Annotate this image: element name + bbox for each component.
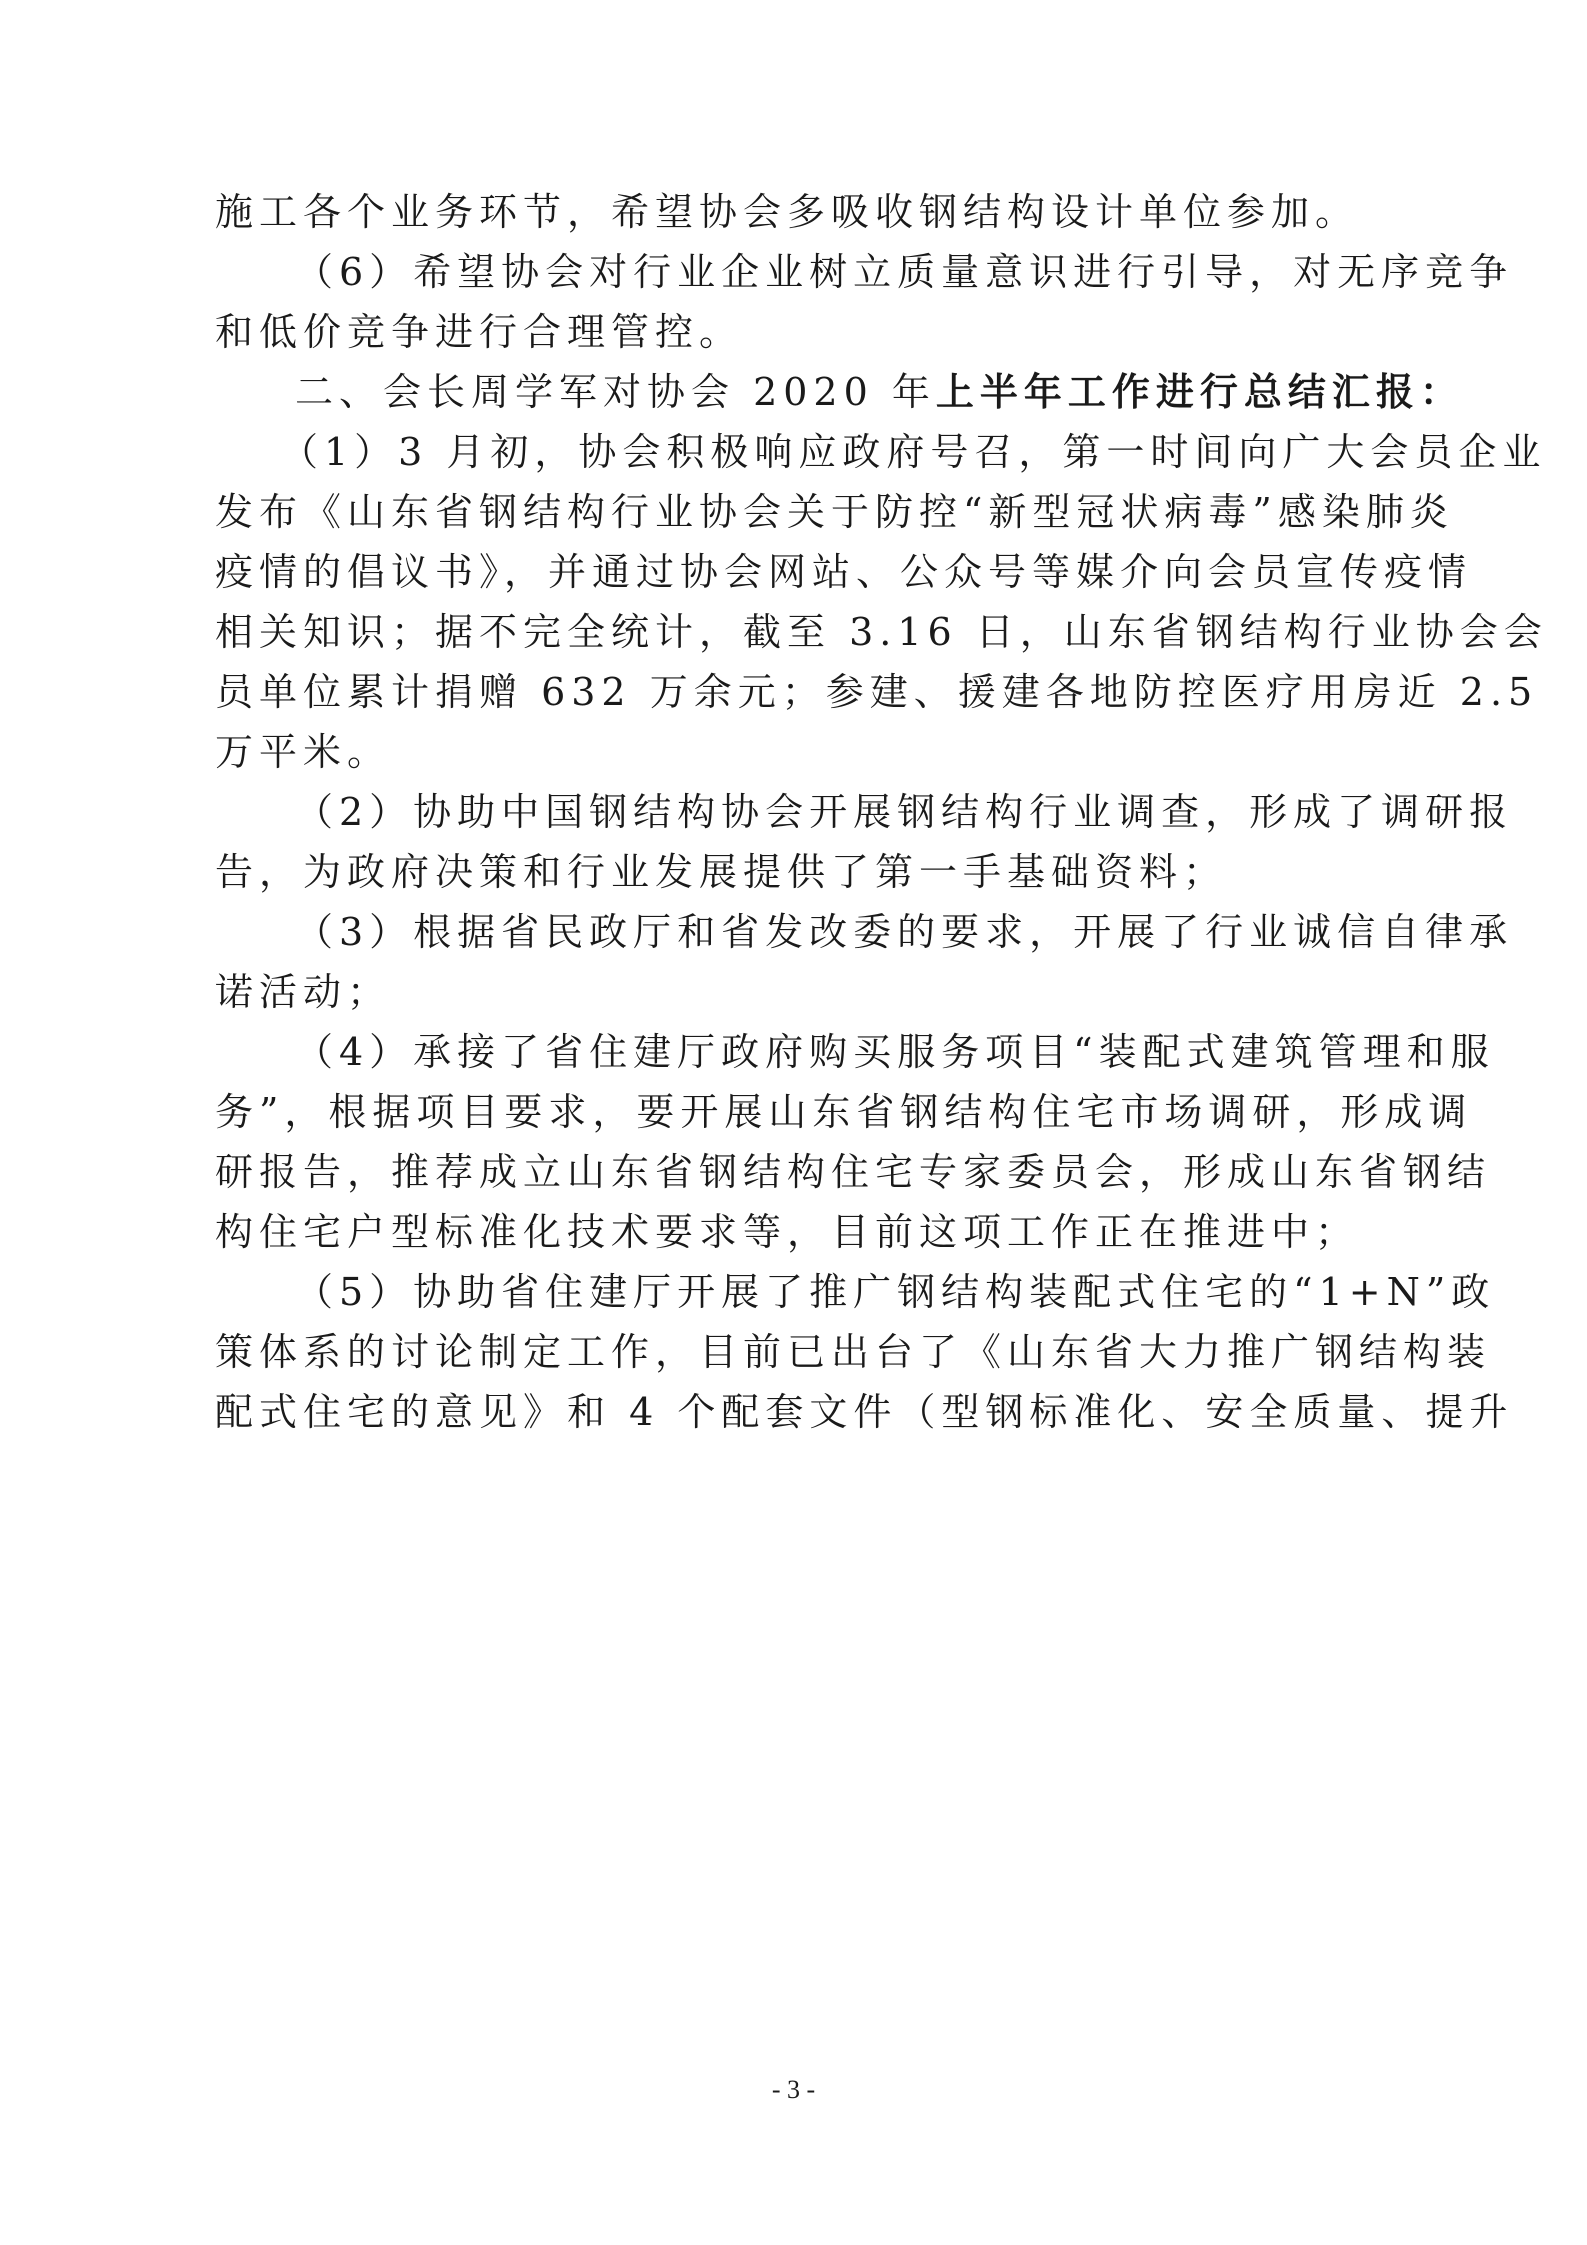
paragraph-line: 万平米。	[215, 730, 392, 774]
paragraph-line: （4）承接了省住建厅政府购买服务项目“装配式建筑管理和服	[295, 1030, 1495, 1074]
paragraph-line: （5）协助省住建厅开展了推广钢结构装配式住宅的“1+N”政	[295, 1270, 1496, 1314]
page-number: - 3 -	[771, 2075, 816, 2104]
paragraph-line: 员单位累计捐赠 632 万余元；参建、援建各地防控医疗用房近 2.5	[215, 670, 1539, 714]
paragraph-line: 诺活动；	[215, 970, 392, 1014]
paragraph-line: 构住宅户型标准化技术要求等，目前这项工作正在推进中；	[215, 1210, 1360, 1254]
paragraph-line: 研报告，推荐成立山东省钢结构住宅专家委员会，形成山东省钢结	[215, 1150, 1492, 1194]
paragraph-line: （1）3 月初，协会积极响应政府号召，第一时间向广大会员企业	[280, 430, 1547, 474]
paragraph-line: 施工各个业务环节，希望协会多吸收钢结构设计单位参加。	[215, 190, 1360, 234]
paragraph-line: 疫情的倡议书》，并通过协会网站、公众号等媒介向会员宣传疫情	[215, 550, 1473, 594]
paragraph-line: 策体系的讨论制定工作，目前已出台了《山东省大力推广钢结构装	[215, 1330, 1492, 1374]
paragraph-line: 相关知识；据不完全统计，截至 3.16 日，山东省钢结构行业协会会	[215, 610, 1548, 654]
paragraph-line: 发布《山东省钢结构行业协会关于防控“新型冠状病毒”感染肺炎	[215, 490, 1454, 534]
section-heading-bold: 上半年工作进行总结汇报：	[935, 369, 1464, 414]
paragraph-line: 告，为政府决策和行业发展提供了第一手基础资料；	[215, 850, 1228, 894]
paragraph-line: 和低价竞争进行合理管控。	[215, 310, 744, 354]
section-heading-prefix: 二、会长周学军对协会 2020 年	[295, 370, 936, 414]
paragraph-line: （6）希望协会对行业企业树立质量意识进行引导，对无序竞争	[295, 250, 1514, 294]
paragraph-line: 务”，根据项目要求，要开展山东省钢结构住宅市场调研，形成调	[215, 1090, 1473, 1134]
paragraph-line: （3）根据省民政厅和省发改委的要求，开展了行业诚信自律承	[295, 910, 1514, 954]
paragraph-line: 配式住宅的意见》和 4 个配套文件（型钢标准化、安全质量、提升	[215, 1390, 1514, 1434]
paragraph-line: （2）协助中国钢结构协会开展钢结构行业调查，形成了调研报	[295, 790, 1514, 834]
section-heading	[295, 362, 1464, 422]
